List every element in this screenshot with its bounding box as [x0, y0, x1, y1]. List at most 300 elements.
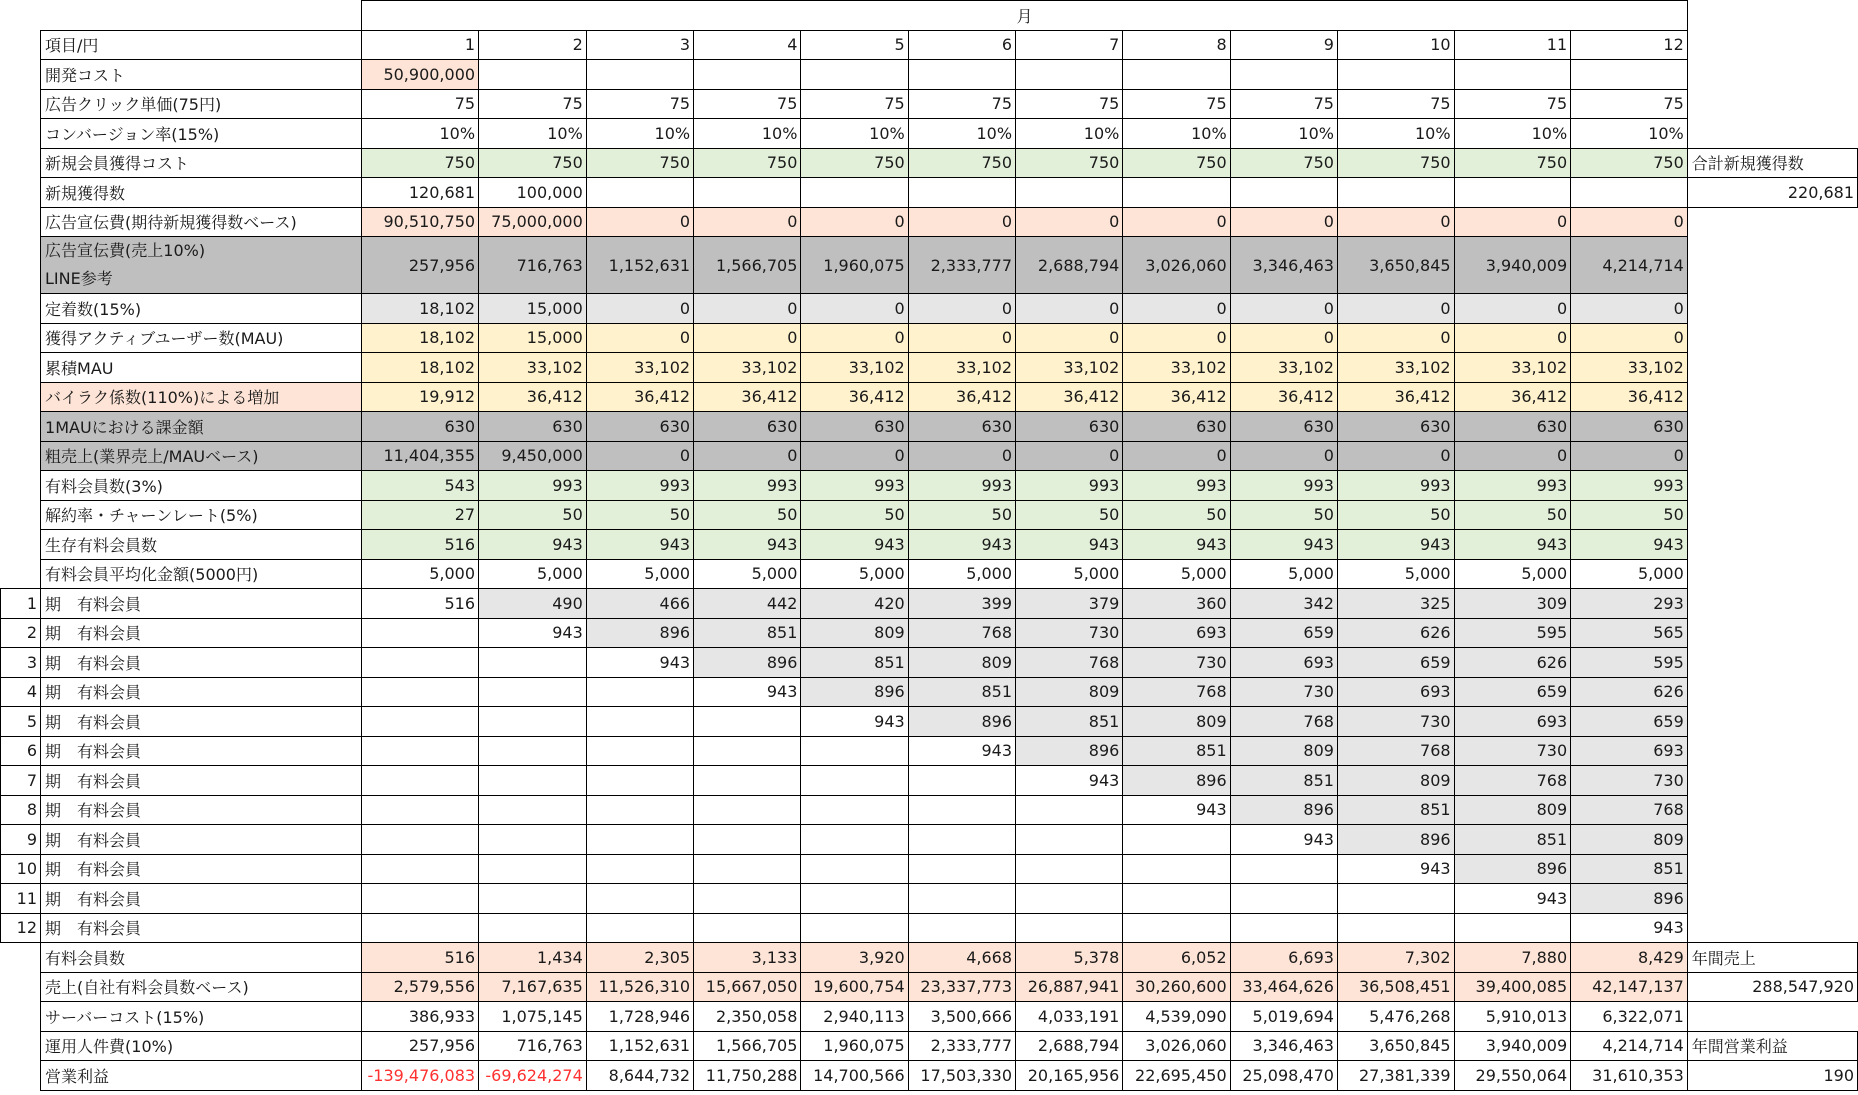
data-cell[interactable]: 0 — [1230, 294, 1337, 324]
cohort-cell[interactable]: 693 — [1230, 648, 1337, 678]
data-cell[interactable]: 10% — [1454, 119, 1571, 149]
cohort-cell[interactable]: 896 — [1230, 795, 1337, 825]
data-cell[interactable]: 75 — [1454, 89, 1571, 119]
summary-cell[interactable]: 716,763 — [479, 1031, 587, 1061]
cohort-cell[interactable]: 896 — [1571, 884, 1688, 914]
data-cell[interactable] — [1123, 178, 1230, 208]
cohort-cell[interactable]: 809 — [1123, 707, 1230, 737]
cohort-cell[interactable]: 809 — [1016, 677, 1123, 707]
data-cell[interactable]: 993 — [694, 471, 801, 501]
data-cell[interactable]: 0 — [586, 323, 693, 353]
summary-cell[interactable]: 31,610,353 — [1571, 1061, 1688, 1091]
cohort-cell[interactable] — [801, 854, 908, 884]
data-cell[interactable]: 0 — [586, 207, 693, 237]
data-cell[interactable]: 75 — [362, 89, 479, 119]
cohort-cell[interactable] — [586, 825, 693, 855]
summary-cell[interactable]: 3,920 — [801, 943, 908, 973]
data-cell[interactable]: 36,412 — [908, 382, 1015, 412]
data-cell[interactable]: 0 — [1123, 207, 1230, 237]
cohort-cell[interactable]: 659 — [1337, 648, 1454, 678]
data-cell[interactable]: 630 — [1123, 412, 1230, 442]
data-cell[interactable]: 75 — [1337, 89, 1454, 119]
data-cell[interactable]: 50 — [1571, 500, 1688, 530]
cohort-cell[interactable] — [362, 825, 479, 855]
summary-cell[interactable]: 5,019,694 — [1230, 1002, 1337, 1032]
data-cell[interactable]: 993 — [908, 471, 1015, 501]
cohort-cell[interactable] — [479, 648, 587, 678]
data-cell[interactable]: 0 — [1016, 294, 1123, 324]
summary-cell[interactable]: 33,464,626 — [1230, 972, 1337, 1002]
data-cell[interactable]: 630 — [1571, 412, 1688, 442]
data-cell[interactable]: 10% — [1337, 119, 1454, 149]
data-cell[interactable]: 50 — [586, 500, 693, 530]
cohort-cell[interactable]: 809 — [801, 618, 908, 648]
summary-cell[interactable]: 2,688,794 — [1016, 1031, 1123, 1061]
summary-cell[interactable]: 3,500,666 — [908, 1002, 1015, 1032]
data-cell[interactable]: 0 — [1337, 441, 1454, 471]
data-cell[interactable]: 0 — [1016, 207, 1123, 237]
cohort-cell[interactable]: 399 — [908, 589, 1015, 619]
cohort-cell[interactable]: 293 — [1571, 589, 1688, 619]
data-cell[interactable]: 3,026,060 — [1123, 237, 1230, 294]
data-cell[interactable]: 36,412 — [1016, 382, 1123, 412]
data-cell[interactable]: 0 — [1571, 323, 1688, 353]
data-cell[interactable]: 630 — [479, 412, 587, 442]
summary-cell[interactable]: 3,026,060 — [1123, 1031, 1230, 1061]
data-cell[interactable]: 0 — [801, 294, 908, 324]
data-cell[interactable]: 750 — [801, 148, 908, 178]
data-cell[interactable]: 5,000 — [1230, 559, 1337, 589]
data-cell[interactable]: 36,412 — [1123, 382, 1230, 412]
data-cell[interactable]: 18,102 — [362, 323, 479, 353]
cohort-cell[interactable] — [908, 825, 1015, 855]
data-cell[interactable]: 10% — [1230, 119, 1337, 149]
data-cell[interactable]: 0 — [1230, 323, 1337, 353]
summary-cell[interactable]: 6,052 — [1123, 943, 1230, 973]
data-cell[interactable]: 75 — [908, 89, 1015, 119]
cohort-cell[interactable] — [1016, 795, 1123, 825]
data-cell[interactable]: 75 — [1571, 89, 1688, 119]
cohort-cell[interactable] — [362, 766, 479, 796]
summary-cell[interactable]: 11,526,310 — [586, 972, 693, 1002]
data-cell[interactable]: 993 — [1230, 471, 1337, 501]
data-cell[interactable]: 750 — [1337, 148, 1454, 178]
cohort-cell[interactable] — [479, 677, 587, 707]
data-cell[interactable]: 0 — [908, 323, 1015, 353]
data-cell[interactable]: 0 — [1230, 207, 1337, 237]
cohort-cell[interactable] — [908, 795, 1015, 825]
cohort-cell[interactable]: 730 — [1454, 736, 1571, 766]
data-cell[interactable]: 36,412 — [1230, 382, 1337, 412]
cohort-cell[interactable]: 693 — [1571, 736, 1688, 766]
cohort-cell[interactable]: 626 — [1454, 648, 1571, 678]
data-cell[interactable]: 50 — [801, 500, 908, 530]
data-cell[interactable]: 33,102 — [1571, 353, 1688, 383]
data-cell[interactable]: 100,000 — [479, 178, 587, 208]
cohort-cell[interactable]: 809 — [908, 648, 1015, 678]
cohort-cell[interactable] — [586, 736, 693, 766]
cohort-cell[interactable]: 420 — [801, 589, 908, 619]
cohort-cell[interactable] — [1123, 913, 1230, 943]
cohort-cell[interactable]: 851 — [801, 648, 908, 678]
data-cell[interactable]: 4,214,714 — [1571, 237, 1688, 294]
summary-cell[interactable]: 1,960,075 — [801, 1031, 908, 1061]
data-cell[interactable]: 0 — [1016, 441, 1123, 471]
data-cell[interactable]: 993 — [1337, 471, 1454, 501]
cohort-cell[interactable] — [586, 795, 693, 825]
summary-cell[interactable]: 3,650,845 — [1337, 1031, 1454, 1061]
summary-cell[interactable]: 36,508,451 — [1337, 972, 1454, 1002]
data-cell[interactable]: 0 — [1123, 441, 1230, 471]
cohort-cell[interactable]: 768 — [1454, 766, 1571, 796]
data-cell[interactable]: 10% — [1571, 119, 1688, 149]
data-cell[interactable]: 10% — [1123, 119, 1230, 149]
data-cell[interactable]: 15,000 — [479, 294, 587, 324]
data-cell[interactable]: 27 — [362, 500, 479, 530]
cohort-cell[interactable]: 490 — [479, 589, 587, 619]
cohort-cell[interactable]: 851 — [1571, 854, 1688, 884]
data-cell[interactable] — [1454, 178, 1571, 208]
data-cell[interactable]: 0 — [908, 441, 1015, 471]
cohort-cell[interactable] — [694, 736, 801, 766]
cohort-cell[interactable]: 851 — [694, 618, 801, 648]
summary-cell[interactable]: 1,152,631 — [586, 1031, 693, 1061]
cohort-cell[interactable]: 943 — [694, 677, 801, 707]
cohort-cell[interactable]: 809 — [1454, 795, 1571, 825]
data-cell[interactable]: 50 — [1230, 500, 1337, 530]
summary-cell[interactable]: 25,098,470 — [1230, 1061, 1337, 1091]
cohort-cell[interactable] — [908, 913, 1015, 943]
summary-cell[interactable]: 5,378 — [1016, 943, 1123, 973]
data-cell[interactable]: 543 — [362, 471, 479, 501]
data-cell[interactable]: 5,000 — [1016, 559, 1123, 589]
cohort-cell[interactable] — [1016, 884, 1123, 914]
cohort-cell[interactable] — [362, 795, 479, 825]
data-cell[interactable]: 0 — [908, 207, 1015, 237]
data-cell[interactable]: 33,102 — [1016, 353, 1123, 383]
cohort-cell[interactable]: 626 — [1571, 677, 1688, 707]
summary-cell[interactable]: 7,880 — [1454, 943, 1571, 973]
summary-cell[interactable]: 2,305 — [586, 943, 693, 973]
cohort-cell[interactable]: 768 — [1230, 707, 1337, 737]
cohort-cell[interactable] — [586, 884, 693, 914]
data-cell[interactable]: 36,412 — [1454, 382, 1571, 412]
cohort-cell[interactable]: 659 — [1454, 677, 1571, 707]
cohort-cell[interactable]: 851 — [1016, 707, 1123, 737]
cohort-cell[interactable] — [362, 913, 479, 943]
data-cell[interactable]: 36,412 — [801, 382, 908, 412]
summary-cell[interactable]: 3,940,009 — [1454, 1031, 1571, 1061]
summary-cell[interactable]: 1,566,705 — [694, 1031, 801, 1061]
data-cell[interactable]: 1,960,075 — [801, 237, 908, 294]
data-cell[interactable]: 630 — [694, 412, 801, 442]
data-cell[interactable]: 0 — [1571, 207, 1688, 237]
data-cell[interactable]: 2,688,794 — [1016, 237, 1123, 294]
cohort-cell[interactable]: 768 — [1123, 677, 1230, 707]
data-cell[interactable]: 0 — [1454, 441, 1571, 471]
data-cell[interactable]: 0 — [586, 294, 693, 324]
data-cell[interactable]: 33,102 — [801, 353, 908, 383]
data-cell[interactable]: 943 — [586, 530, 693, 560]
data-cell[interactable]: 0 — [694, 441, 801, 471]
summary-cell[interactable]: 15,667,050 — [694, 972, 801, 1002]
data-cell[interactable]: 5,000 — [1454, 559, 1571, 589]
cohort-cell[interactable]: 943 — [479, 618, 587, 648]
summary-cell[interactable]: 8,644,732 — [586, 1061, 693, 1091]
cohort-cell[interactable] — [586, 677, 693, 707]
data-cell[interactable]: 10% — [694, 119, 801, 149]
data-cell[interactable]: 36,412 — [1571, 382, 1688, 412]
data-cell[interactable]: 15,000 — [479, 323, 587, 353]
cohort-cell[interactable] — [1123, 884, 1230, 914]
summary-cell[interactable]: 3,133 — [694, 943, 801, 973]
data-cell[interactable] — [908, 60, 1015, 90]
cohort-cell[interactable] — [694, 884, 801, 914]
data-cell[interactable]: 0 — [1123, 294, 1230, 324]
cohort-cell[interactable]: 693 — [1123, 618, 1230, 648]
cohort-cell[interactable]: 768 — [1016, 648, 1123, 678]
data-cell[interactable]: 0 — [1571, 294, 1688, 324]
cohort-cell[interactable] — [479, 825, 587, 855]
data-cell[interactable] — [1454, 60, 1571, 90]
cohort-cell[interactable] — [362, 648, 479, 678]
data-cell[interactable]: 3,940,009 — [1454, 237, 1571, 294]
cohort-cell[interactable] — [801, 884, 908, 914]
data-cell[interactable]: 33,102 — [694, 353, 801, 383]
cohort-cell[interactable]: 943 — [1016, 766, 1123, 796]
data-cell[interactable]: 0 — [586, 441, 693, 471]
data-cell[interactable]: 33,102 — [479, 353, 587, 383]
cohort-cell[interactable]: 342 — [1230, 589, 1337, 619]
data-cell[interactable]: 10% — [586, 119, 693, 149]
cohort-cell[interactable]: 896 — [908, 707, 1015, 737]
summary-cell[interactable]: 4,033,191 — [1016, 1002, 1123, 1032]
data-cell[interactable]: 2,333,777 — [908, 237, 1015, 294]
data-cell[interactable]: 10% — [908, 119, 1015, 149]
data-cell[interactable]: 630 — [586, 412, 693, 442]
summary-cell[interactable]: 6,322,071 — [1571, 1002, 1688, 1032]
data-cell[interactable] — [1337, 178, 1454, 208]
data-cell[interactable] — [801, 178, 908, 208]
data-cell[interactable]: 750 — [1230, 148, 1337, 178]
cohort-cell[interactable]: 809 — [1571, 825, 1688, 855]
data-cell[interactable]: 10% — [801, 119, 908, 149]
cohort-cell[interactable] — [362, 736, 479, 766]
cohort-cell[interactable]: 943 — [1454, 884, 1571, 914]
cohort-cell[interactable]: 516 — [362, 589, 479, 619]
cohort-cell[interactable]: 851 — [1454, 825, 1571, 855]
data-cell[interactable]: 50 — [479, 500, 587, 530]
summary-cell[interactable]: 17,503,330 — [908, 1061, 1015, 1091]
cohort-cell[interactable]: 730 — [1230, 677, 1337, 707]
data-cell[interactable]: 630 — [1454, 412, 1571, 442]
data-cell[interactable] — [586, 178, 693, 208]
data-cell[interactable]: 0 — [1230, 441, 1337, 471]
cohort-cell[interactable]: 896 — [1454, 854, 1571, 884]
cohort-cell[interactable]: 943 — [801, 707, 908, 737]
summary-cell[interactable]: 14,700,566 — [801, 1061, 908, 1091]
summary-cell[interactable]: 27,381,339 — [1337, 1061, 1454, 1091]
summary-cell[interactable]: 11,750,288 — [694, 1061, 801, 1091]
summary-cell[interactable]: 257,956 — [362, 1031, 479, 1061]
cohort-cell[interactable] — [1016, 913, 1123, 943]
cohort-cell[interactable]: 565 — [1571, 618, 1688, 648]
cohort-cell[interactable]: 943 — [1123, 795, 1230, 825]
cohort-cell[interactable] — [694, 913, 801, 943]
data-cell[interactable]: 50 — [908, 500, 1015, 530]
cohort-cell[interactable] — [908, 854, 1015, 884]
cohort-cell[interactable] — [1016, 854, 1123, 884]
data-cell[interactable]: 10% — [1016, 119, 1123, 149]
data-cell[interactable]: 75 — [694, 89, 801, 119]
data-cell[interactable]: 630 — [1337, 412, 1454, 442]
data-cell[interactable]: 943 — [694, 530, 801, 560]
cohort-cell[interactable] — [362, 707, 479, 737]
cohort-cell[interactable] — [586, 913, 693, 943]
data-cell[interactable]: 5,000 — [908, 559, 1015, 589]
data-cell[interactable] — [1571, 178, 1688, 208]
data-cell[interactable] — [694, 60, 801, 90]
data-cell[interactable]: 5,000 — [479, 559, 587, 589]
cohort-cell[interactable]: 896 — [1337, 825, 1454, 855]
cohort-cell[interactable] — [801, 795, 908, 825]
data-cell[interactable] — [586, 60, 693, 90]
data-cell[interactable] — [479, 60, 587, 90]
data-cell[interactable]: 750 — [479, 148, 587, 178]
cohort-cell[interactable]: 768 — [908, 618, 1015, 648]
data-cell[interactable]: 33,102 — [586, 353, 693, 383]
cohort-cell[interactable]: 851 — [1230, 766, 1337, 796]
cohort-cell[interactable]: 896 — [1016, 736, 1123, 766]
summary-cell[interactable]: 42,147,137 — [1571, 972, 1688, 1002]
data-cell[interactable]: 943 — [479, 530, 587, 560]
data-cell[interactable]: 0 — [801, 323, 908, 353]
data-cell[interactable] — [801, 60, 908, 90]
data-cell[interactable] — [1016, 60, 1123, 90]
cohort-cell[interactable] — [362, 677, 479, 707]
data-cell[interactable] — [1337, 60, 1454, 90]
cohort-cell[interactable] — [1337, 913, 1454, 943]
cohort-cell[interactable] — [801, 736, 908, 766]
cohort-cell[interactable]: 943 — [1337, 854, 1454, 884]
data-cell[interactable]: 50 — [1016, 500, 1123, 530]
cohort-cell[interactable] — [1016, 825, 1123, 855]
cohort-cell[interactable]: 595 — [1454, 618, 1571, 648]
data-cell[interactable]: 9,450,000 — [479, 441, 587, 471]
cohort-cell[interactable] — [586, 707, 693, 737]
data-cell[interactable]: 0 — [694, 323, 801, 353]
cohort-cell[interactable] — [479, 736, 587, 766]
cohort-cell[interactable] — [801, 913, 908, 943]
data-cell[interactable] — [694, 178, 801, 208]
cohort-cell[interactable] — [479, 913, 587, 943]
cohort-cell[interactable] — [694, 854, 801, 884]
data-cell[interactable]: 36,412 — [1337, 382, 1454, 412]
data-cell[interactable]: 75 — [1123, 89, 1230, 119]
summary-cell[interactable]: -69,624,274 — [479, 1061, 587, 1091]
summary-cell[interactable]: 2,333,777 — [908, 1031, 1015, 1061]
data-cell[interactable]: 943 — [1016, 530, 1123, 560]
summary-cell[interactable]: 1,728,946 — [586, 1002, 693, 1032]
data-cell[interactable]: 120,681 — [362, 178, 479, 208]
cohort-cell[interactable]: 379 — [1016, 589, 1123, 619]
data-cell[interactable]: 993 — [586, 471, 693, 501]
cohort-cell[interactable]: 851 — [1123, 736, 1230, 766]
cohort-cell[interactable] — [694, 766, 801, 796]
summary-cell[interactable]: 5,910,013 — [1454, 1002, 1571, 1032]
cohort-cell[interactable]: 851 — [1337, 795, 1454, 825]
cohort-cell[interactable]: 943 — [908, 736, 1015, 766]
data-cell[interactable] — [1230, 60, 1337, 90]
cohort-cell[interactable]: 896 — [1123, 766, 1230, 796]
data-cell[interactable] — [1571, 60, 1688, 90]
summary-cell[interactable]: 1,434 — [479, 943, 587, 973]
cohort-cell[interactable] — [1230, 854, 1337, 884]
data-cell[interactable]: 630 — [1016, 412, 1123, 442]
data-cell[interactable]: 10% — [479, 119, 587, 149]
data-cell[interactable] — [1123, 60, 1230, 90]
data-cell[interactable]: 993 — [1454, 471, 1571, 501]
data-cell[interactable]: 0 — [1337, 294, 1454, 324]
data-cell[interactable]: 750 — [1016, 148, 1123, 178]
data-cell[interactable]: 993 — [1571, 471, 1688, 501]
data-cell[interactable]: 10% — [362, 119, 479, 149]
data-cell[interactable]: 993 — [1123, 471, 1230, 501]
cohort-cell[interactable]: 442 — [694, 589, 801, 619]
data-cell[interactable] — [1230, 178, 1337, 208]
cohort-cell[interactable] — [362, 854, 479, 884]
data-cell[interactable]: 18,102 — [362, 294, 479, 324]
data-cell[interactable]: 750 — [908, 148, 1015, 178]
cohort-cell[interactable] — [479, 766, 587, 796]
cohort-cell[interactable] — [1230, 884, 1337, 914]
cohort-cell[interactable]: 809 — [1337, 766, 1454, 796]
data-cell[interactable]: 33,102 — [1230, 353, 1337, 383]
data-cell[interactable]: 993 — [1016, 471, 1123, 501]
data-cell[interactable]: 50 — [1123, 500, 1230, 530]
data-cell[interactable]: 11,404,355 — [362, 441, 479, 471]
data-cell[interactable]: 943 — [908, 530, 1015, 560]
data-cell[interactable]: 50 — [1337, 500, 1454, 530]
summary-cell[interactable]: 2,350,058 — [694, 1002, 801, 1032]
cohort-cell[interactable]: 360 — [1123, 589, 1230, 619]
data-cell[interactable]: 75,000,000 — [479, 207, 587, 237]
data-cell[interactable]: 50 — [1454, 500, 1571, 530]
data-cell[interactable]: 750 — [1123, 148, 1230, 178]
data-cell[interactable]: 750 — [1454, 148, 1571, 178]
cohort-cell[interactable]: 896 — [801, 677, 908, 707]
data-cell[interactable]: 0 — [694, 294, 801, 324]
cohort-cell[interactable] — [362, 884, 479, 914]
data-cell[interactable]: 0 — [1337, 207, 1454, 237]
data-cell[interactable]: 5,000 — [362, 559, 479, 589]
summary-cell[interactable]: 8,429 — [1571, 943, 1688, 973]
summary-cell[interactable]: 7,302 — [1337, 943, 1454, 973]
data-cell[interactable]: 716,763 — [479, 237, 587, 294]
summary-cell[interactable]: 7,167,635 — [479, 972, 587, 1002]
cohort-cell[interactable]: 626 — [1337, 618, 1454, 648]
data-cell[interactable]: 0 — [1454, 323, 1571, 353]
data-cell[interactable]: 943 — [1337, 530, 1454, 560]
summary-cell[interactable]: 20,165,956 — [1016, 1061, 1123, 1091]
cohort-cell[interactable]: 730 — [1571, 766, 1688, 796]
data-cell[interactable]: 1,566,705 — [694, 237, 801, 294]
data-cell[interactable]: 75 — [1230, 89, 1337, 119]
cohort-cell[interactable]: 595 — [1571, 648, 1688, 678]
data-cell[interactable]: 33,102 — [1123, 353, 1230, 383]
summary-cell[interactable]: 19,600,754 — [801, 972, 908, 1002]
cohort-cell[interactable] — [479, 795, 587, 825]
